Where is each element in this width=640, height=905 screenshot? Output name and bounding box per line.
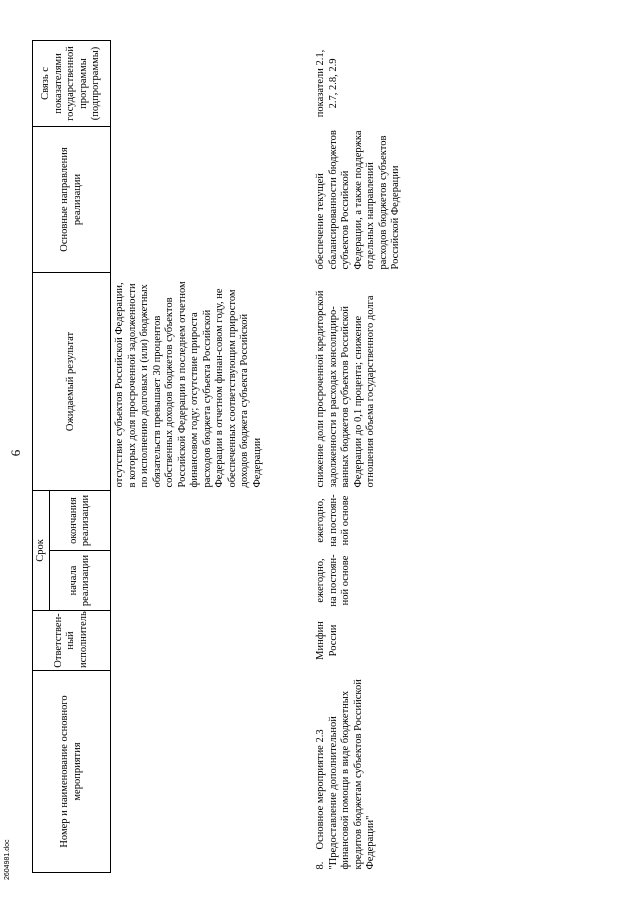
- page-number: 6: [8, 449, 23, 457]
- row-executor: [111, 611, 313, 671]
- header-result: Ожидаемый результат: [33, 272, 111, 490]
- activities-table: [32, 40, 403, 873]
- header-executor: Ответствен-ный исполнитель: [33, 611, 111, 671]
- table-row: [111, 40, 313, 872]
- table-row: [312, 40, 403, 872]
- rotated-page: [8, 33, 640, 873]
- row-directions: обеспечение текущей сбалансированности бюджетов субъектов Российской Федерации, а также поддержка отдельных направлений расходов бюджетов субъектов Российской Федерации: [315, 130, 401, 270]
- row-name: [111, 671, 313, 873]
- row-title: Основное мероприятие 2.3 "Предоставление дополнительной финансовой помощи в виде бюджетных кредитов бюджетам субъектов Российской Федерации": [315, 679, 376, 870]
- footer: [4, 839, 14, 890]
- row-number: 8.: [315, 861, 326, 870]
- row-result: отсутствие субъектов Российской Федерации, в которых доля просроченной задолженности по исполнению долговых и (или) бюджетных обязательств превышает 30 процентов собственных доходов бюджетов субъектов Российской Федерации в последнем отчетном финансовом году; отсутствие прироста расходов бюджета субъекта Российской Федерации в отчетном финан-совом году, не обеспеченных соответствующим приростом доходов бюджета субъекта Российской Федерации: [114, 281, 263, 488]
- header-row: [33, 40, 50, 872]
- footer-code: 2604981.doc: [4, 839, 11, 880]
- row-name: [312, 671, 403, 873]
- header-term: Срок: [33, 490, 50, 610]
- row-result: снижение доли просроченной кредиторской задолженности в расходах консолидиро-ванных бюджетов субъектов Российской Федерации до 0,1 процента; снижение отношения объема государственного долга: [315, 290, 376, 488]
- header-end: окончания реализации: [50, 490, 111, 550]
- header-directions: Основные направления реализации: [33, 126, 111, 272]
- row-start: [111, 551, 313, 611]
- header-link: Связь с показателями государственной программы (подпрограммы): [33, 40, 111, 126]
- row-start: ежегодно, на постоян-ной основе: [315, 554, 351, 607]
- header-number-name: Номер и наименование основного мероприятия: [33, 671, 111, 873]
- header-start: начала реализации: [50, 551, 111, 611]
- row-link: показатели 2.1, 2.7, 2.8, 2.9: [315, 49, 339, 118]
- row-executor: Минфин России: [315, 621, 339, 660]
- row-link: [111, 40, 313, 126]
- row-end: ежегодно, на постоян-ной основе: [315, 494, 351, 547]
- row-end: [111, 490, 313, 550]
- row-directions: [111, 126, 313, 272]
